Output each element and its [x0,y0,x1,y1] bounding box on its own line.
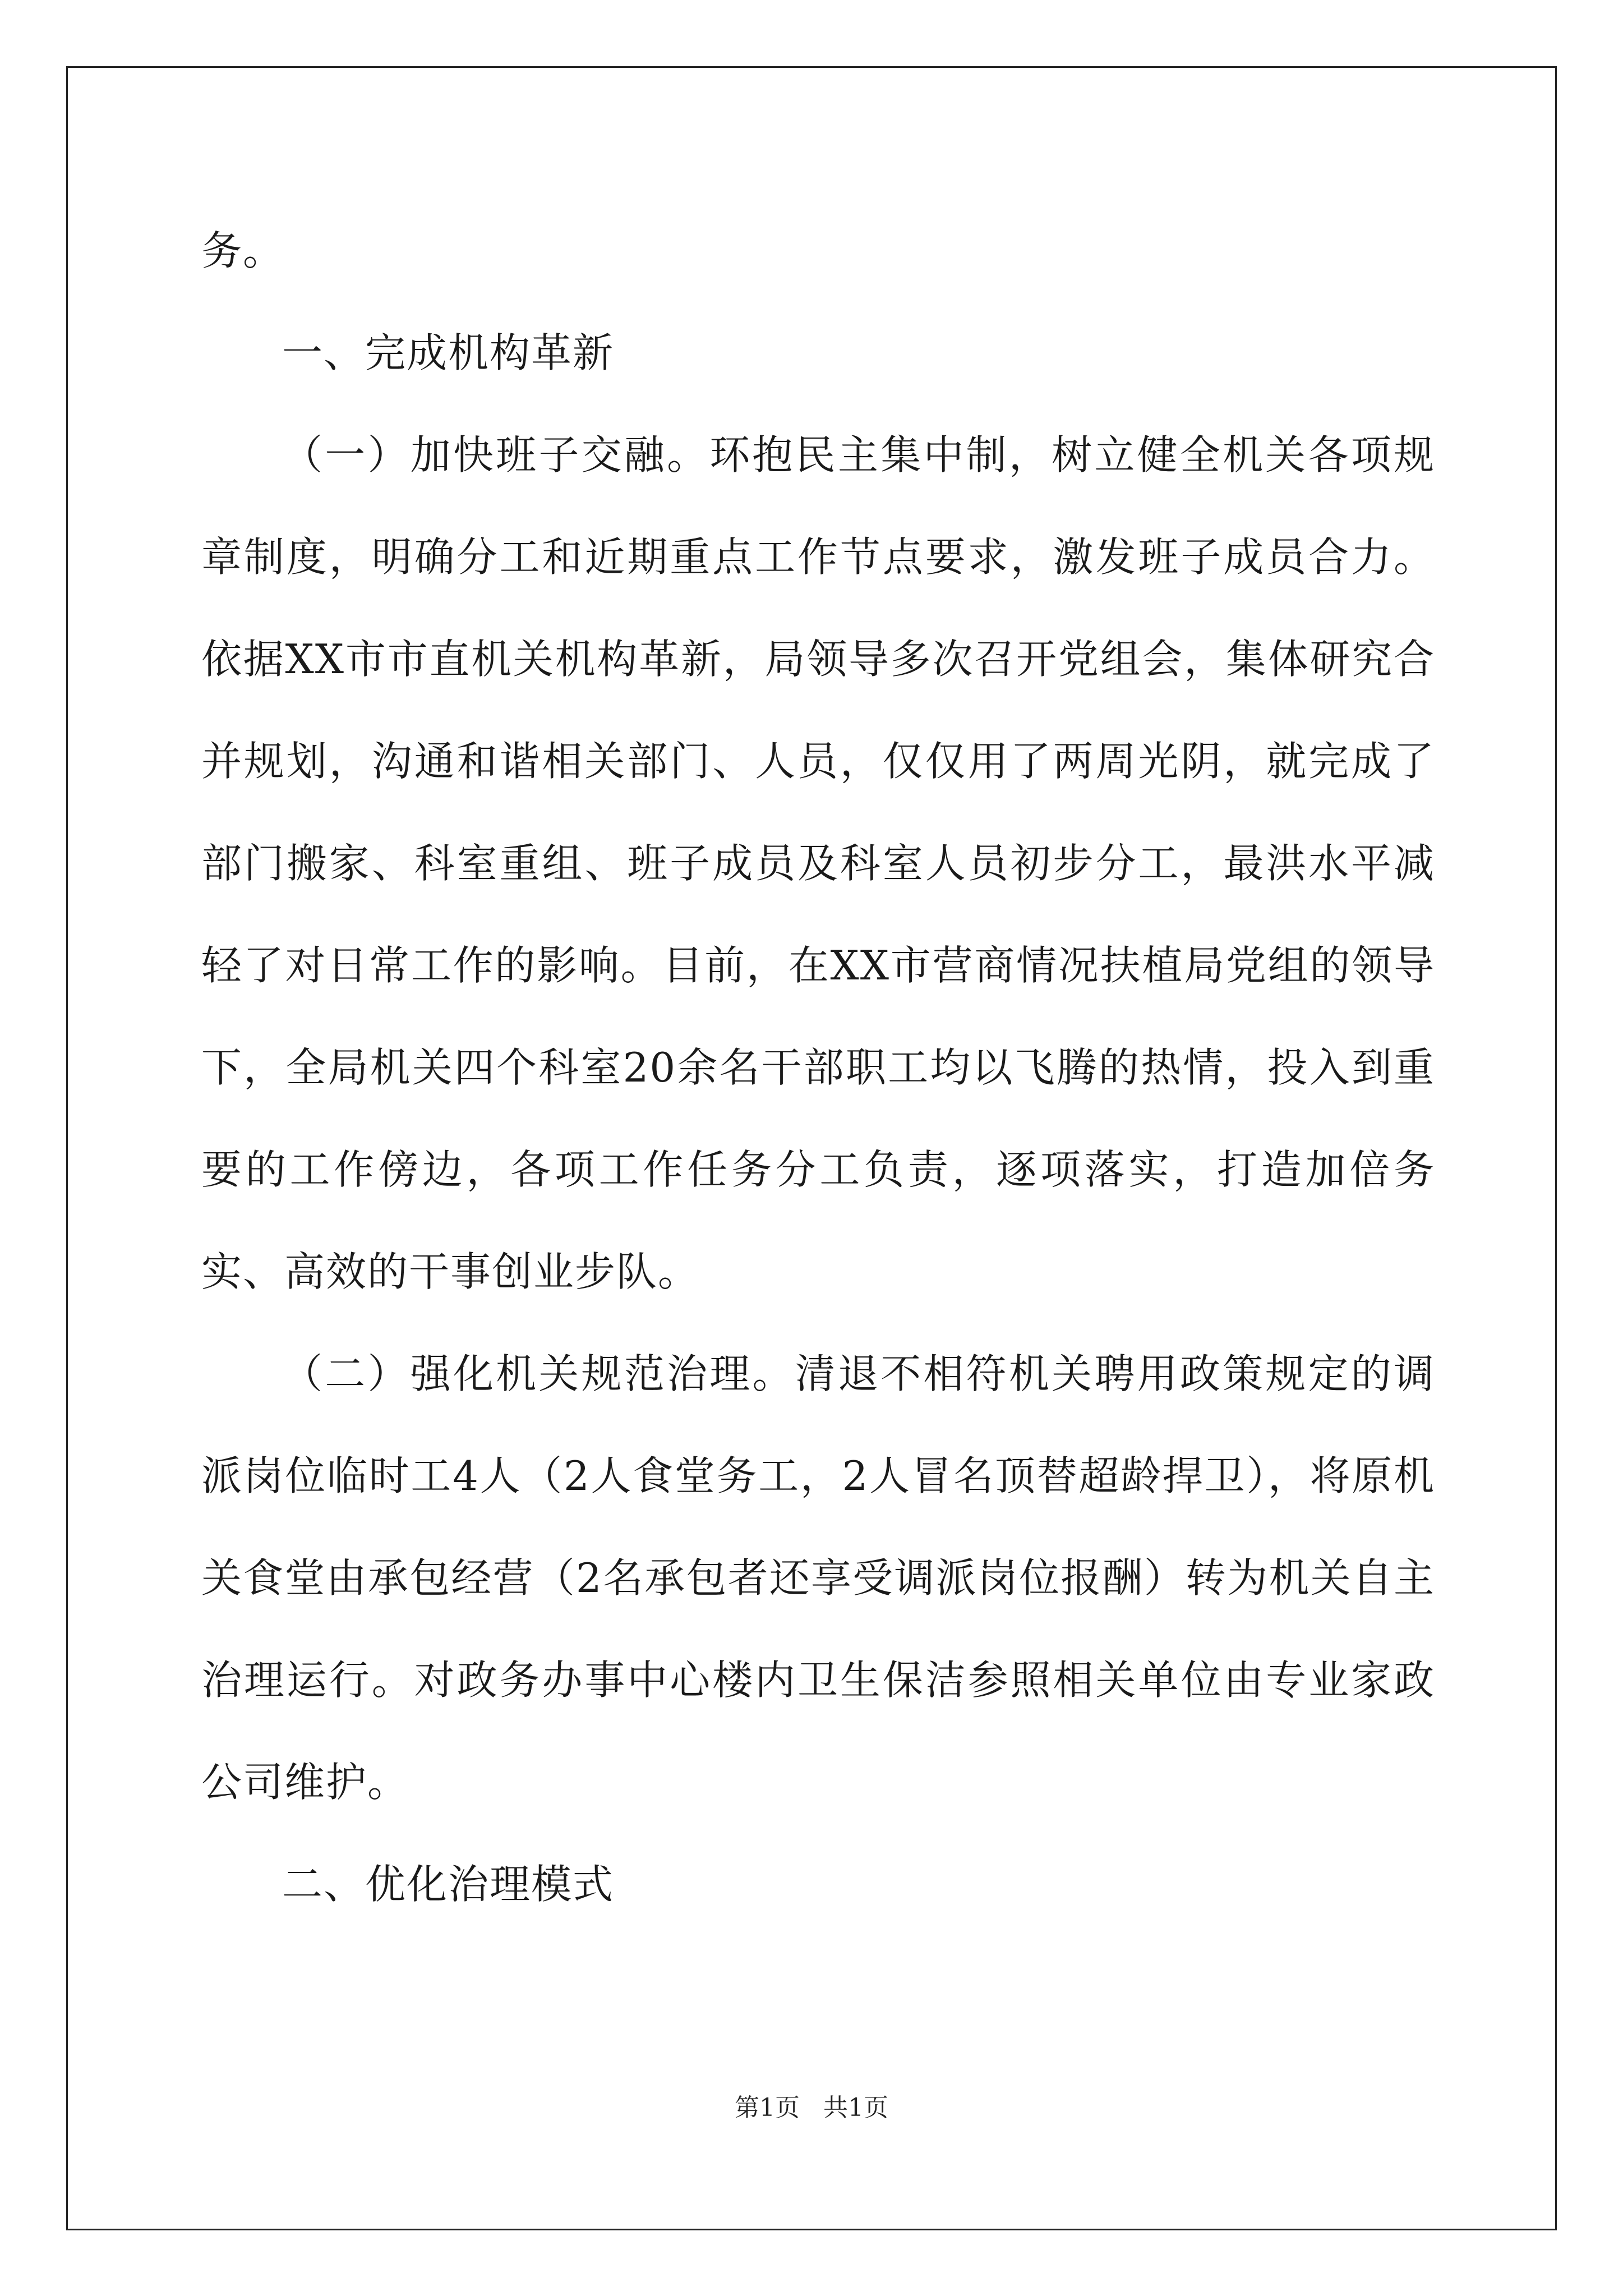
page-number: 第1页 [735,2093,800,2122]
paragraph-team-integration: （一）加快班子交融。环抱民主集中制，树立健全机关各项规章制度，明确分工和近期重点工作节点要求，激发班子成员合力。依据XX市市直机关机构革新，局领导多次召开党组会，集体研究合并规划，沟通和谐相关部门、人员，仅仅用了两周光阴，就完成了部门搬家、科室重组、班子成员及科室人员初步分工，最洪水平减轻了对日常工作的影响。目前，在XX市营商情况扶植局党组的领导下，全局机关四个科室20余名干部职工均以飞腾的热情，投入到重要的工作傍边，各项工作任务分工负责，逐项落实，打造加倍务实、高效的干事创业步队。 [201,431,1435,1295]
document-body [201,200,1435,1935]
paragraph-continuation: 务。 [201,227,285,274]
page-total: 共1页 [823,2093,888,2122]
paragraph-standardized-management: （二）强化机关规范治理。清退不相符机关聘用政策规定的调派岗位临时工4人（2人食堂务工，2人冒名顶替超龄捍卫），将原机关食堂由承包经营（2名承包者还享受调派岗位报酬）转为机关自主治理运行。对政务办事中心楼内卫生保洁参照相关单位由专业家政公司维护。 [201,1350,1435,1806]
section-heading-2: 二、优化治理模式 [282,1861,615,1908]
page-footer [0,2091,1623,2125]
section-heading-1: 一、完成机构革新 [282,329,615,376]
